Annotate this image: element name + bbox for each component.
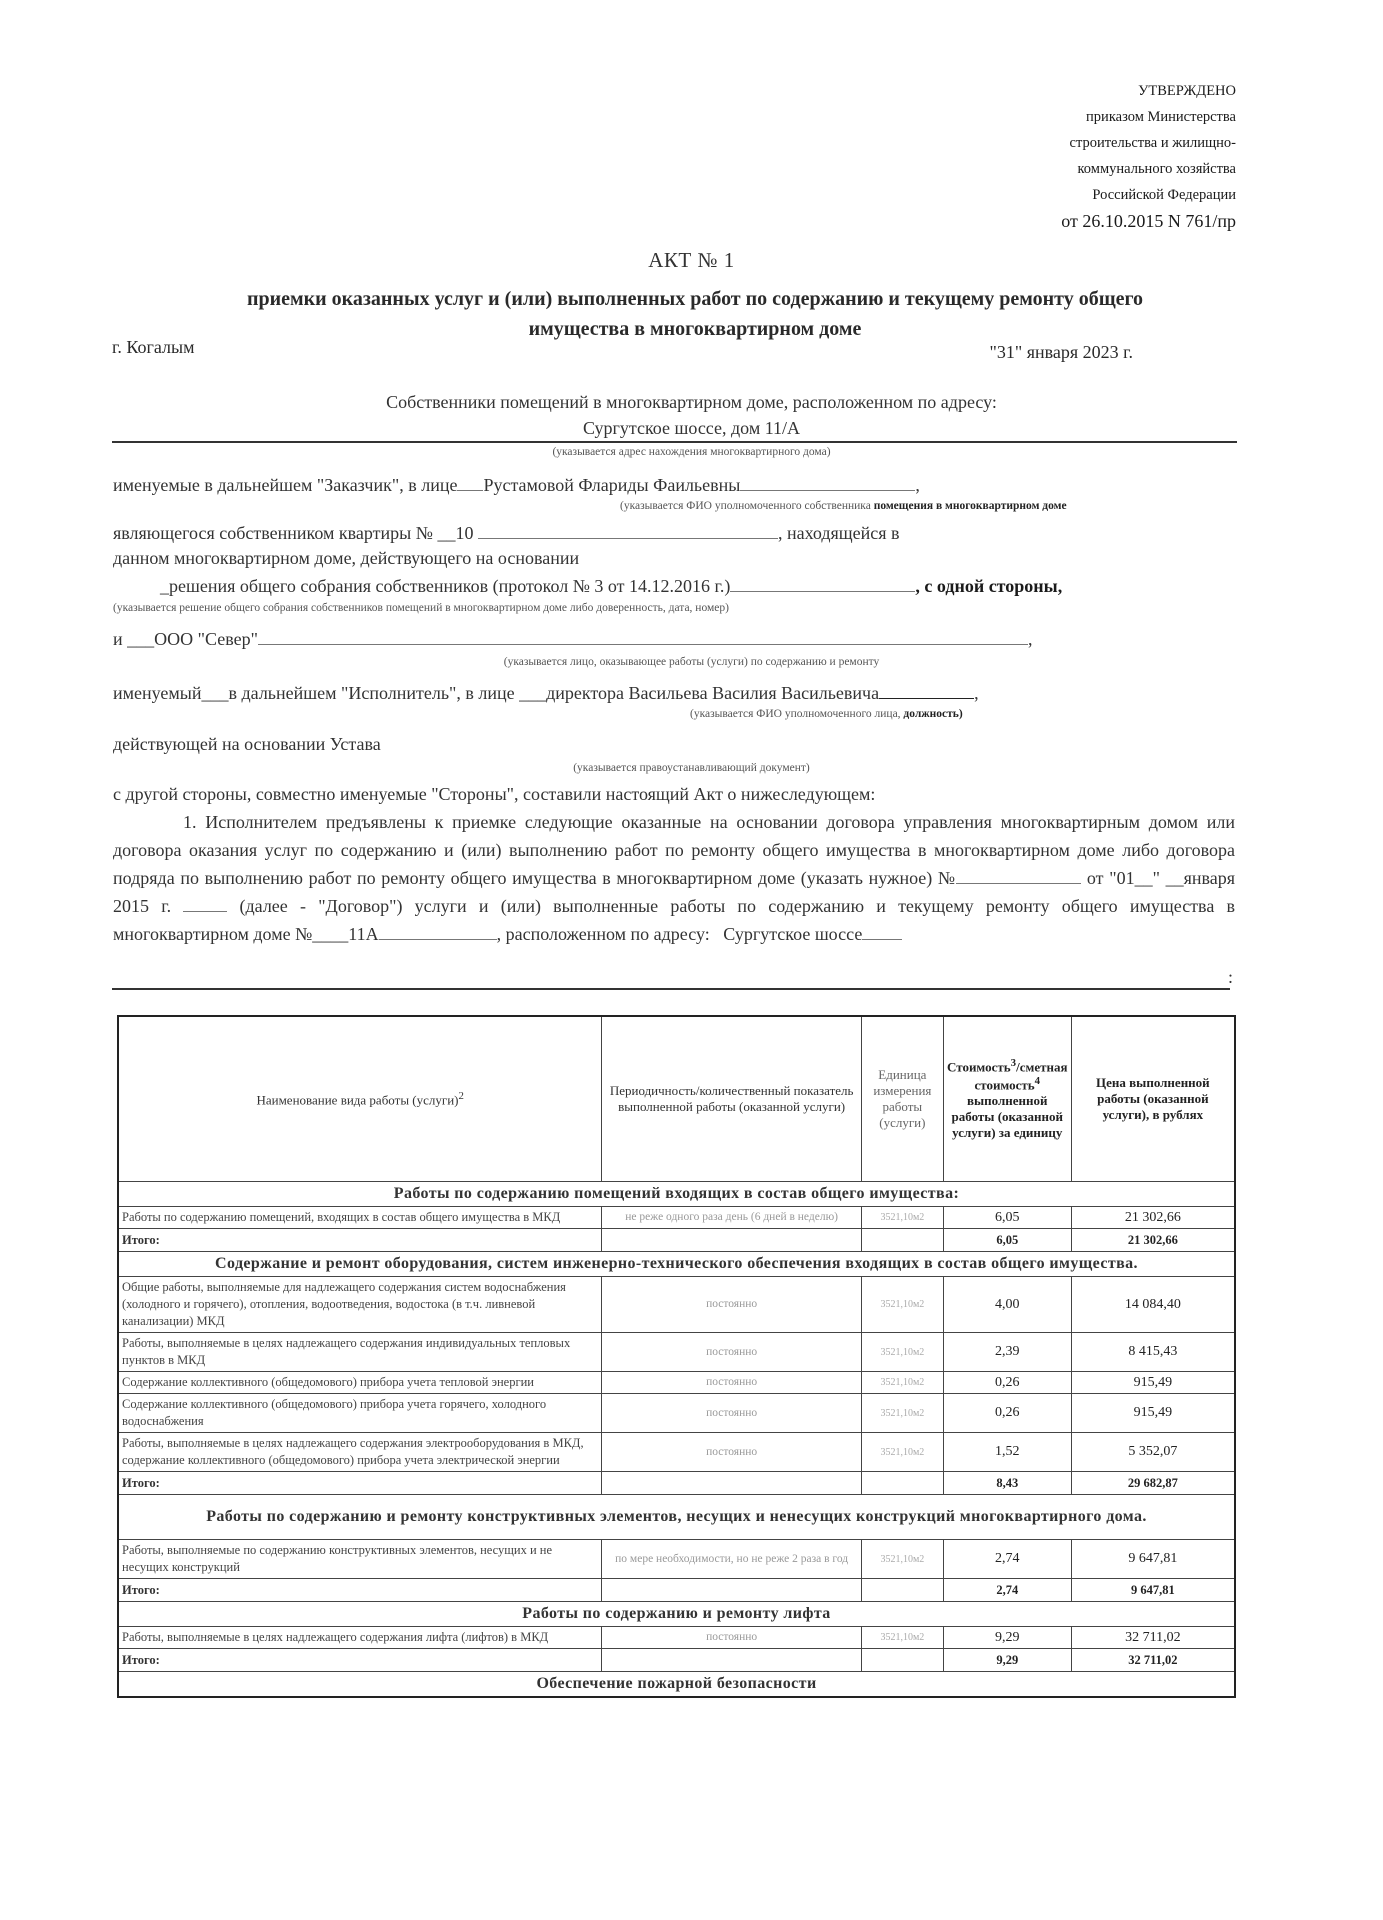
subtitle-line-2: имущества в многоквартирном доме [528, 318, 862, 340]
header-cost-c: выполненной работы (оказанной услуги) за единицу [951, 1093, 1064, 1141]
basis-note: (указывается решение общего собрания собственников помещений в многоквартирном доме либо доверенность, дата, номер) [113, 602, 729, 614]
table-row [118, 1207, 1235, 1229]
row-cost: 1,52 [943, 1433, 1071, 1472]
apartment-prefix: являющегося собственником квартиры № [113, 523, 433, 543]
clause-text-d: (далее - "Договор") услуги и (или) выполненные работы по содержанию и текущему ремонту общего имущества в многоквартирном доме № [113, 896, 1236, 944]
table-row [118, 1277, 1235, 1333]
basis-line: данном многоквартирном доме, действующего на основании [113, 548, 580, 568]
blank [379, 923, 497, 940]
total-row [118, 1649, 1235, 1672]
row-price: 915,49 [1071, 1372, 1235, 1394]
table-row [118, 1372, 1235, 1394]
row-cost: 2,39 [943, 1333, 1071, 1372]
apartment-line: являющегося собственником квартиры № __10 , находящейся в [113, 523, 900, 543]
clause-colon: : [1228, 967, 1234, 987]
customer-note-light: (указывается ФИО уполномоченного собственника [620, 500, 871, 512]
subtitle-line-1: приемки оказанных услуг и (или) выполненных работ по содержанию и текущему ремонту общего [246, 288, 1144, 310]
section-header-row [118, 1602, 1235, 1627]
executor-middle: в дальнейшем "Исполнитель", в лице [228, 683, 515, 703]
clause-rule [112, 988, 1230, 990]
total-label: Итого: [118, 1229, 602, 1252]
acting-basis: действующей на основании Устава [113, 734, 381, 754]
approval-line: строительства и жилищно- [1069, 135, 1236, 151]
total-cost: 6,05 [943, 1229, 1071, 1252]
customer-line: именуемые в дальнейшем "Заказчик", в лице Рустамовой Флариды Фаильевны , [113, 475, 920, 495]
total-price: 9 647,81 [1071, 1579, 1235, 1602]
section-title: Работы по содержанию и ремонту конструктивных элементов, несущих и ненесущих конструкций многоквартирного дома. [118, 1495, 1235, 1540]
row-name: Работы по содержанию помещений, входящих в состав общего имущества в МКД [118, 1207, 602, 1229]
header-cost-b: /сметная стоимость [974, 1059, 1068, 1093]
row-unit: 3521,10м2 [861, 1433, 943, 1472]
empty-cell [602, 1649, 862, 1672]
row-name: Работы, выполняемые по содержанию конструктивных элементов, несущих и не несущих конструкций [118, 1540, 602, 1579]
row-period: постоянно [602, 1627, 862, 1649]
row-unit: 3521,10м2 [861, 1540, 943, 1579]
blank [862, 923, 902, 940]
footnote-ref: 4 [1034, 1075, 1041, 1087]
row-name: Содержание коллективного (общедомового) прибора учета тепловой энергии [118, 1372, 602, 1394]
row-cost: 6,05 [943, 1207, 1071, 1229]
total-cost: 2,74 [943, 1579, 1071, 1602]
row-price: 915,49 [1071, 1394, 1235, 1433]
executor-prefix: именуемый [113, 683, 202, 703]
approval-line: УТВЕРЖДЕНО [1138, 83, 1236, 99]
contract-day: 01 [1116, 868, 1135, 888]
row-unit: 3521,10м2 [861, 1207, 943, 1229]
header-price: Цена выполненной работы (оказанной услуги), в рублях [1071, 1016, 1235, 1182]
approval-order: от 26.10.2015 N 761/пр [1061, 211, 1236, 231]
table-row [118, 1394, 1235, 1433]
blank [740, 474, 915, 491]
total-row [118, 1579, 1235, 1602]
row-name: Общие работы, выполняемые для надлежащего содержания систем водоснабжения (холодного и горячего), отопления, водоотведения, водостока (в т.ч. ливневой канализации) МКД [118, 1277, 602, 1333]
row-cost: 4,00 [943, 1277, 1071, 1333]
row-price: 5 352,07 [1071, 1433, 1235, 1472]
blank [478, 522, 778, 539]
row-cost: 0,26 [943, 1394, 1071, 1433]
table-header-row [118, 1016, 1235, 1182]
house-number: 11А [348, 924, 379, 944]
total-row [118, 1229, 1235, 1252]
address-rule [112, 441, 1237, 443]
footnote-ref: 2 [458, 1089, 464, 1102]
section-title: Обеспечение пожарной безопасности [118, 1672, 1235, 1698]
blank [879, 682, 974, 699]
executor-note-light: (указывается ФИО уполномоченного лица, [690, 708, 901, 720]
table-row [118, 1627, 1235, 1649]
total-label: Итого: [118, 1579, 602, 1602]
row-cost: 9,29 [943, 1627, 1071, 1649]
table-body [118, 1182, 1235, 1698]
empty-cell [861, 1229, 943, 1252]
approval-line: приказом Министерства [1086, 109, 1236, 125]
customer-name: Рустамовой Флариды Фаильевны [483, 475, 741, 495]
row-cost: 2,74 [943, 1540, 1071, 1579]
executor-note [690, 708, 963, 720]
row-price: 8 415,43 [1071, 1333, 1235, 1372]
basis-value: решения общего собрания собственников (протокол № 3 от 14.12.2016 г.) [169, 576, 731, 596]
contract-month-year: января 2015 г. [113, 868, 1236, 916]
total-price: 29 682,87 [1071, 1472, 1235, 1495]
executor-line: именуемый___в дальнейшем "Исполнитель", в лице ___директора Васильева Василия Васильевича , [113, 683, 979, 703]
other-side: с другой стороны, совместно именуемые "Стороны", составили настоящий Акт о нижеследующем: [113, 784, 876, 804]
blank [730, 575, 915, 592]
section-title: Содержание и ремонт оборудования, систем инженерно-технического обеспечения входящих в состав общего имущества. [118, 1252, 1235, 1277]
row-unit: 3521,10м2 [861, 1372, 943, 1394]
section-header-row [118, 1672, 1235, 1698]
approval-block [1061, 78, 1236, 234]
blank [258, 628, 1028, 645]
section-header-row [118, 1252, 1235, 1277]
row-price: 21 302,66 [1071, 1207, 1235, 1229]
contractor-line: и ___ООО "Север" , [113, 629, 1033, 649]
clause-text-e: , расположенном по адресу: [496, 924, 710, 944]
clause-text-a: 1. Исполнителем предъявлены к приемке следующие оказанные на основании договора управления многоквартирным домом или договора оказания услуг по содержанию и (или) выполнению работ по ремонту общего имущества в многоквартирном доме либо договора подряда по выполнению работ по ремонту общего имущества в многоквартирном доме (указать нужное) № [113, 812, 1235, 888]
house-address: Сургутское шоссе, дом 11/А [582, 418, 801, 438]
executor-name: директора Васильева Василия Васильевича [546, 683, 880, 703]
document-title: АКТ № 1 [648, 248, 735, 272]
section-title: Работы по содержанию помещений входящих в состав общего имущества: [118, 1182, 1235, 1207]
row-unit: 3521,10м2 [861, 1394, 943, 1433]
works-table [117, 1015, 1236, 1698]
city: г. Когалым [112, 337, 195, 357]
customer-note [620, 500, 1067, 512]
row-period: постоянно [602, 1372, 862, 1394]
contract-number-blank [956, 867, 1081, 884]
row-name: Работы, выполняемые в целях надлежащего содержания лифта (лифтов) в МКД [118, 1627, 602, 1649]
row-name: Содержание коллективного (общедомового) прибора учета горячего, холодного водоснабжения [118, 1394, 602, 1433]
one-side: , с одной стороны, [915, 576, 1063, 596]
empty-cell [861, 1579, 943, 1602]
empty-cell [861, 1649, 943, 1672]
row-unit: 3521,10м2 [861, 1333, 943, 1372]
table-row [118, 1433, 1235, 1472]
section-header-row [118, 1182, 1235, 1207]
document-date: "31" января 2023 г. [989, 342, 1133, 362]
total-label: Итого: [118, 1649, 602, 1672]
row-cost: 0,26 [943, 1372, 1071, 1394]
section-header-row [118, 1495, 1235, 1540]
customer-prefix: именуемые в дальнейшем "Заказчик", в лице [113, 475, 458, 495]
customer-note-bold: помещения в многоквартирном доме [873, 500, 1067, 512]
row-period: постоянно [602, 1394, 862, 1433]
row-period: постоянно [602, 1333, 862, 1372]
empty-cell [602, 1229, 862, 1252]
contractor-note: (указывается лицо, оказывающее работы (услуги) по содержанию и ремонту [503, 656, 880, 668]
empty-cell [602, 1472, 862, 1495]
row-price: 9 647,81 [1071, 1540, 1235, 1579]
row-price: 14 084,40 [1071, 1277, 1235, 1333]
total-price: 32 711,02 [1071, 1649, 1235, 1672]
clause-text-b: от " [1086, 868, 1117, 888]
header-unit: Единица измерения работы (услуги) [861, 1016, 943, 1182]
row-name: Работы, выполняемые в целях надлежащего содержания индивидуальных тепловых пунктов в МКД [118, 1333, 602, 1372]
header-cost-a: Стоимость [947, 1059, 1011, 1074]
clause-text-c: " [1152, 868, 1160, 888]
blank [183, 895, 227, 912]
blank [457, 474, 483, 491]
footnote-ref: 3 [1010, 1056, 1017, 1069]
empty-cell [602, 1579, 862, 1602]
row-unit: 3521,10м2 [861, 1627, 943, 1649]
total-cost: 9,29 [943, 1649, 1071, 1672]
clause-1: 1. Исполнителем предъявлены к приемке следующие оказанные на основании договора управления многоквартирным домом или договора оказания услуг по содержанию и (или) выполнению работ по ремонту общего имущества в многоквартирном доме либо договора подряда по выполнению работ по ремонту общего имущества в многоквартирном доме (указать нужное) № от "01__" __января 2015 г. (далее - "Договор") услуги и (или) выполненные работы по содержанию и текущему ремонту общего имущества в многоквартирном доме №____11А , расположенном по адресу: Сургутское шоссе [113, 812, 1236, 944]
acting-note: (указывается правоустанавливающий документ) [573, 762, 810, 774]
row-price: 32 711,02 [1071, 1627, 1235, 1649]
empty-cell [861, 1472, 943, 1495]
executor-note-bold: должность) [903, 708, 963, 720]
contractor-name: ООО "Север" [154, 629, 258, 649]
row-period: постоянно [602, 1433, 862, 1472]
section-title: Работы по содержанию и ремонту лифта [118, 1602, 1235, 1627]
total-row [118, 1472, 1235, 1495]
row-name: Работы, выполняемые в целях надлежащего содержания электрооборудования в МКД, содержание коллективного (общедомового) прибора учета электрической энергии [118, 1433, 602, 1472]
approval-line: коммунального хозяйства [1077, 161, 1236, 177]
total-price: 21 302,66 [1071, 1229, 1235, 1252]
total-label: Итого: [118, 1472, 602, 1495]
address-note: (указывается адрес нахождения многоквартирного дома) [552, 446, 831, 458]
header-cost [943, 1016, 1071, 1182]
apartment-number: 10 [455, 523, 474, 543]
apartment-suffix: , находящейся в [777, 523, 900, 543]
header-name-text: Наименование вида работы (услуги) [256, 1092, 459, 1108]
document-subtitle [150, 284, 1240, 344]
row-period: постоянно [602, 1277, 862, 1333]
header-name [118, 1016, 602, 1182]
row-period: не реже одного раза день (6 дней в неделю) [602, 1207, 862, 1229]
contractor-prefix: и [113, 629, 123, 649]
table-row [118, 1333, 1235, 1372]
row-unit: 3521,10м2 [861, 1277, 943, 1333]
total-cost: 8,43 [943, 1472, 1071, 1495]
table-row [118, 1540, 1235, 1579]
header-period: Периодичность/количественный показатель выполненной работы (оказанной услуги) [602, 1016, 862, 1182]
street: Сургутское шоссе [723, 924, 863, 944]
owners-intro: Собственники помещений в многоквартирном доме, расположенном по адресу: [386, 392, 997, 412]
approval-line: Российской Федерации [1092, 187, 1236, 203]
row-period: по мере необходимости, но не реже 2 раза в год [602, 1540, 862, 1579]
basis-value-line: _решения общего собрания собственников (протокол № 3 от 14.12.2016 г.) , с одной стороны, [160, 576, 1063, 596]
